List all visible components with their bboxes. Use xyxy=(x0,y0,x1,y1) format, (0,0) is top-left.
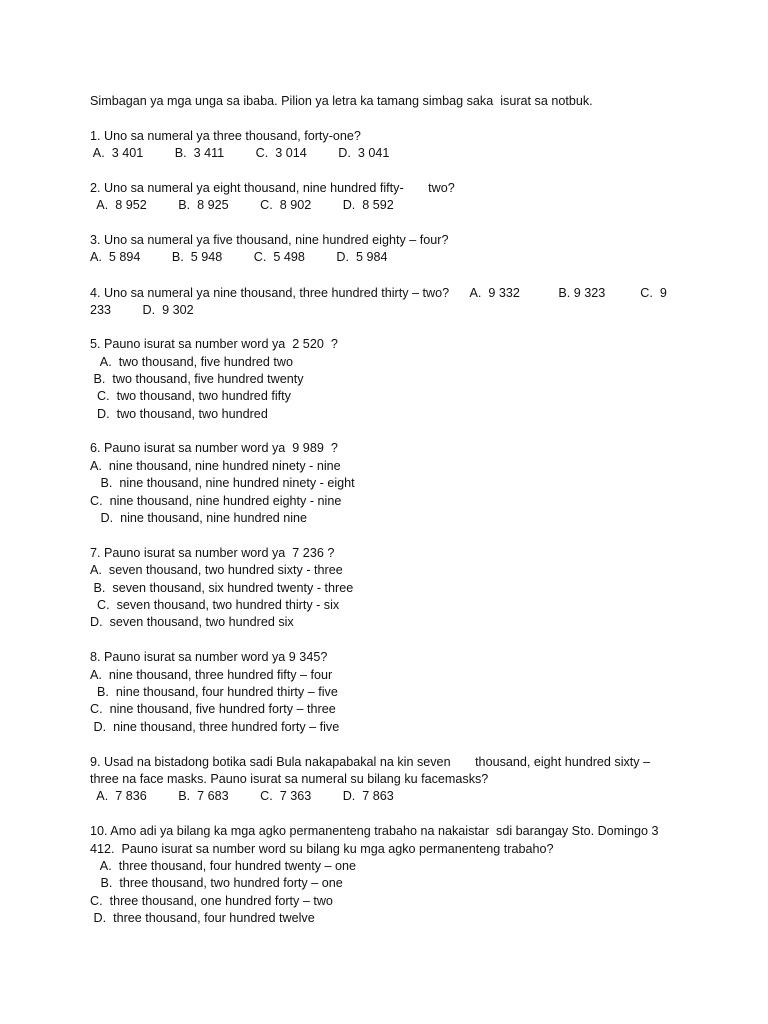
question-5-stem: 5. Pauno isurat sa number word ya 2 520 ? xyxy=(90,337,338,351)
question-8-choice-b: B. nine thousand, four hundred thirty – five xyxy=(90,685,338,699)
question-6-stem: 6. Pauno isurat sa number word ya 9 989 ? xyxy=(90,441,338,455)
instructions: Simbagan ya mga unga sa ibaba. Pilion ya letra ka tamang simbag saka isurat sa notbuk. xyxy=(90,94,593,108)
question-9-stem-line-2: three na face masks. Pauno isurat sa numeral su bilang ku facemasks? xyxy=(90,772,489,786)
question-9-choices: A. 7 836 B. 7 683 C. 7 363 D. 7 863 xyxy=(90,789,394,803)
question-4-choices-cont: 233 D. 9 302 xyxy=(90,303,194,317)
question-1-stem: 1. Uno sa numeral ya three thousand, forty-one? xyxy=(90,129,361,143)
question-3-stem: 3. Uno sa numeral ya five thousand, nine hundred eighty – four? xyxy=(90,233,449,247)
question-6-choice-c: C. nine thousand, nine hundred eighty - nine xyxy=(90,494,342,508)
question-5-choice-a: A. two thousand, five hundred two xyxy=(90,355,294,369)
question-2-stem: 2. Uno sa numeral ya eight thousand, nine hundred fifty- two? xyxy=(90,181,455,195)
question-7-stem: 7. Pauno isurat sa number word ya 7 236 ? xyxy=(90,546,335,560)
question-10-choice-a: A. three thousand, four hundred twenty – one xyxy=(90,859,357,873)
question-10-choice-d: D. three thousand, four hundred twelve xyxy=(90,911,315,925)
question-5-choice-b: B. two thousand, five hundred twenty xyxy=(90,372,304,386)
question-7-choice-c: C. seven thousand, two hundred thirty - six xyxy=(90,598,340,612)
question-8-choice-a: A. nine thousand, three hundred fifty – four xyxy=(90,668,333,682)
question-10-stem-line-2: 412. Pauno isurat sa number word su bilang ku mga agko permanenteng trabaho? xyxy=(90,842,554,856)
question-7-choice-b: B. seven thousand, six hundred twenty - three xyxy=(90,581,354,595)
question-5-choice-c: C. two thousand, two hundred fifty xyxy=(90,389,291,403)
question-7-choice-d: D. seven thousand, two hundred six xyxy=(90,615,294,629)
question-2-choices: A. 8 952 B. 8 925 C. 8 902 D. 8 592 xyxy=(90,198,394,212)
question-4-stem: 4. Uno sa numeral ya nine thousand, three hundred thirty – two? A. 9 332 B. 9 323 C. 9 xyxy=(90,286,667,300)
question-1-choices: A. 3 401 B. 3 411 C. 3 014 D. 3 041 xyxy=(90,146,390,160)
question-10-stem-line-1: 10. Amo adi ya bilang ka mga agko permanenteng trabaho na nakaistar sdi barangay Sto. Domingo 3 xyxy=(90,824,659,838)
question-5-choice-d: D. two thousand, two hundred xyxy=(90,407,268,421)
question-10-choice-b: B. three thousand, two hundred forty – one xyxy=(90,876,343,890)
question-8-stem: 8. Pauno isurat sa number word ya 9 345? xyxy=(90,650,328,664)
question-9-stem-line-1: 9. Usad na bistadong botika sadi Bula nakapabakal na kin seven thousand, eight hundred sixty – xyxy=(90,755,651,769)
question-8-choice-c: C. nine thousand, five hundred forty – three xyxy=(90,702,336,716)
question-6-choice-b: B. nine thousand, nine hundred ninety - eight xyxy=(90,476,355,490)
question-6-choice-d: D. nine thousand, nine hundred nine xyxy=(90,511,308,525)
question-3-choices: A. 5 894 B. 5 948 C. 5 498 D. 5 984 xyxy=(90,250,388,264)
question-8-choice-d: D. nine thousand, three hundred forty – five xyxy=(90,720,340,734)
question-7-choice-a: A. seven thousand, two hundred sixty - three xyxy=(90,563,343,577)
question-6-choice-a: A. nine thousand, nine hundred ninety - nine xyxy=(90,459,341,473)
question-10-choice-c: C. three thousand, one hundred forty – two xyxy=(90,894,333,908)
